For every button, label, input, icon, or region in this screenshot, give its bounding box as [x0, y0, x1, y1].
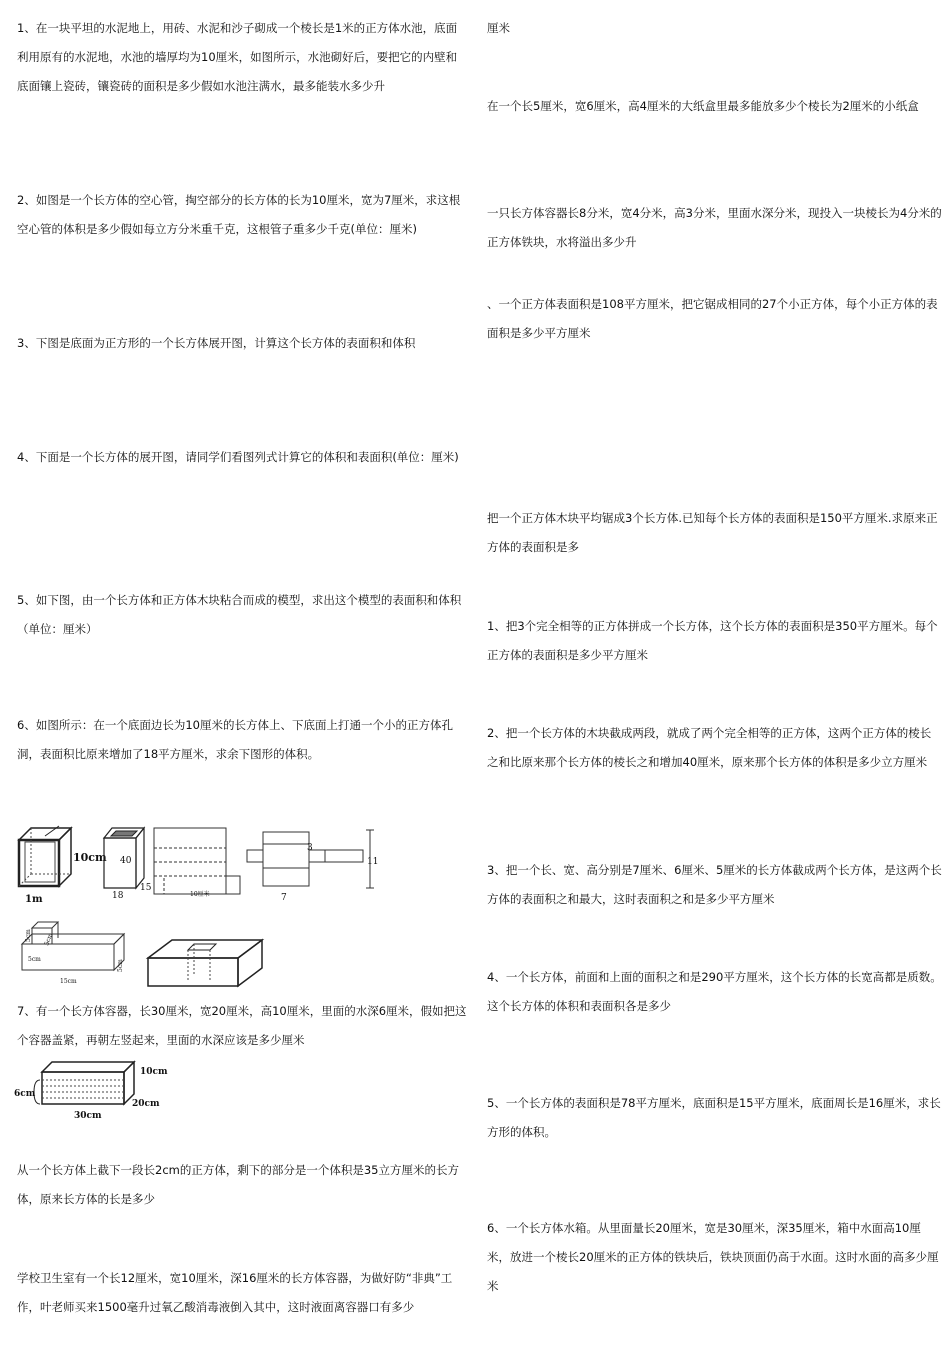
pool-edge-label: 1m [25, 894, 43, 905]
right-question-4: 把一个正方体木块平均锯成3个长方体.已知每个长方体的表面积是150平方厘米.求原来正方体的表面积是多 [487, 511, 938, 554]
tank-height-label: 10cm [140, 1067, 168, 1077]
question-8: 从一个长方体上截下一段长2cm的正方体，剩下的部分是一个体积是35立方厘米的长方体，原来长方体的长是多少 [17, 1163, 459, 1206]
question-1: 1、在一块平坦的水泥地上，用砖、水泥和沙子砌成一个棱长是1米的正方体水池，底面利用原有的水泥地，水池的墙厚均为10厘米，如图所示，水池砌好后，要把它的内壁和底面镶上瓷砖，镶瓷砖的面积是多少假如水池注满水，最多能装水多少升 [17, 21, 458, 93]
question-4: 4、下面是一个长方体的展开图，请同学们看图列式计算它的体积和表面积(单位：厘米) [17, 450, 459, 464]
question-9: 学校卫生室有一个长12厘米，宽10厘米，深16厘米的长方体容器，为做好防“非典”工作，叶老师买来1500毫升过氧乙酸消毒液倒入其中，这时液面离容器口有多少 [17, 1271, 453, 1314]
pool-side-label: 10cm [73, 851, 107, 864]
model-figure [18, 920, 138, 990]
model-label-b: 5cm [43, 932, 55, 947]
net2-height-label: 11 [367, 857, 379, 867]
net2-top-label: 3 [307, 843, 313, 853]
pool-figure [15, 826, 110, 906]
right-question-7: 3、把一个长、宽、高分别是7厘米、6厘米、5厘米的长方体截成两个长方体，是这两个长方体的表面积之和最大，这时表面积之和是多少平方厘米 [487, 863, 942, 906]
model-label-a: 5cm [25, 929, 32, 942]
model-label-d: 5cm [117, 959, 124, 972]
tank-length-label: 30cm [74, 1111, 102, 1121]
tube-figure [100, 826, 155, 901]
right-question-1: 在一个长5厘米，宽6厘米，高4厘米的大纸盒里最多能放多少个棱长为2厘米的小纸盒 [487, 99, 919, 113]
continuation-unit: 厘米 [487, 21, 510, 35]
model-length-label: 15cm [60, 978, 77, 985]
right-question-5: 1、把3个完全相等的正方体拼成一个长方体，这个长方体的表面积是350平方厘米。每个正方体的表面积是多少平方厘米 [487, 619, 938, 662]
right-question-6: 2、把一个长方体的木块截成两段，就成了两个完全相等的正方体，这两个正方体的棱长之和比原来那个长方体的棱长之和增加40厘米，原来那个长方体的体积是多少立方厘米 [487, 726, 932, 769]
net1-label: 10厘米 [190, 891, 210, 898]
right-question-8: 4、一个长方体，前面和上面的面积之和是290平方厘米，这个长方体的长宽高都是质数。这个长方体的体积和表面积各是多少 [487, 970, 942, 1013]
question-5: 5、如下图，由一个长方体和正方体木块粘合而成的模型，求出这个模型的表面积和体积（单位：厘米） [17, 593, 462, 636]
tube-width-label: 15 [140, 883, 152, 893]
net-figure-1 [150, 826, 245, 901]
right-question-3: 、一个正方体表面积是108平方厘米，把它锯成相同的27个小正方体，每个小正方体的表面积是多少平方厘米 [487, 297, 938, 340]
model-label-c: 5cm [28, 956, 41, 963]
right-question-10: 6、一个长方体水箱。从里面量长20厘米，宽是30厘米，深35厘米，箱中水面高10厘米，放进一个棱长20厘米的正方体的铁块后，铁块顶面仍高于水面。这时水面的高多少厘米 [487, 1221, 939, 1293]
tube-height-label: 40 [120, 856, 132, 866]
tank-depth-label: 20cm [132, 1099, 160, 1109]
question-7: 7、有一个长方体容器，长30厘米，宽20厘米，高10厘米，里面的水深6厘米，假如把这个容器盖紧，再朝左竖起来，里面的水深应该是多少厘米 [17, 1004, 467, 1047]
tank-figure [14, 1052, 174, 1122]
right-question-2: 一只长方体容器长8分米，宽4分米，高3分米，里面水深分米，现投入一块棱长为4分米的正方体铁块，水将溢出多少升 [487, 206, 942, 249]
right-question-9: 5、一个长方体的表面积是78平方厘米，底面积是15平方厘米，底面周长是16厘米，求长方形的体积。 [487, 1096, 941, 1139]
question-6: 6、如图所示：在一个底面边长为10厘米的长方体上、下底面上打通一个小的正方体孔洞，表面积比原来增加了18平方厘米，求余下图形的体积。 [17, 718, 453, 761]
question-2: 2、如图是一个长方体的空心管，掏空部分的长方体的长为10厘米，宽为7厘米，求这根空心管的体积是多少假如每立方分米重千克，这根管子重多少千克(单位：厘米) [17, 193, 461, 236]
question-3: 3、下图是底面为正方形的一个长方体展开图，计算这个长方体的表面积和体积 [17, 336, 416, 350]
tube-length-label: 18 [112, 891, 124, 901]
net2-bottom-label: 7 [281, 893, 287, 903]
net-figure-2 [245, 826, 385, 906]
tank-water-label: 6cm [14, 1089, 36, 1099]
hole-box-figure [144, 936, 269, 991]
